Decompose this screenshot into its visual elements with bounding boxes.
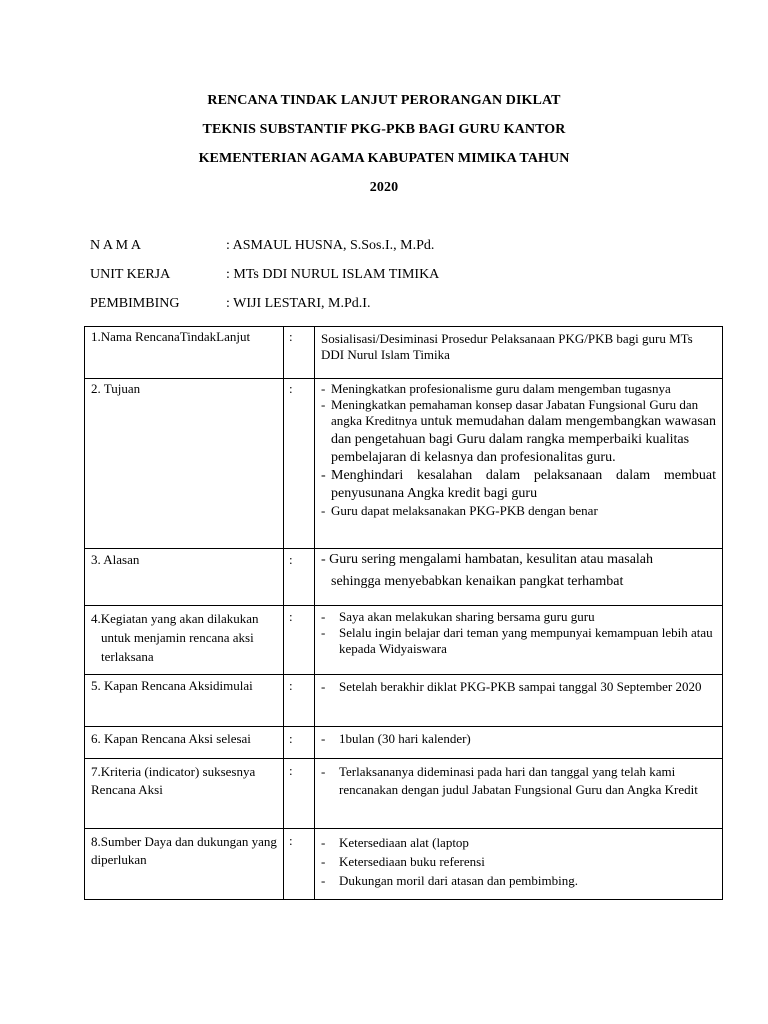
row-label: 2. Tujuan [85,379,284,549]
alasan-text-1: Guru sering mengalami hambatan, kesulitan atau masalah [329,552,654,567]
unit-kerja-value: : MTs DDI NURUL ISLAM TIMIKA [226,267,440,282]
unit-kerja-label: UNIT KERJA [90,267,171,282]
list-item: - Ketersediaan buku referensi [321,852,716,871]
nama-label: N A M A [90,238,141,253]
list-item: - Menghindari kesalahan dalam pelaksanaan dalam membuat penyusunana Angka kredit bagi guru [321,467,716,503]
list-item-text: Meningkatkan pemahaman konsep dasar Jabatan Fungsional Guru dan angka Kreditnya [331,397,699,428]
row-colon: : [284,379,315,549]
row-content [315,829,723,900]
row-label: 5. Kapan Rencana Aksidimulai [85,675,284,727]
row-content [315,379,723,549]
row-colon: : [284,549,315,606]
title-line-1: RENCANA TINDAK LANJUT PERORANGAN DIKLAT [207,93,561,108]
row-label: 6. Kapan Rencana Aksi selesai [85,727,284,759]
table-row [85,606,723,675]
row-label-text: 4.Kegiatan yang akan dilakukan untuk menjamin rencana aksi terlaksana [91,611,259,664]
title-year: 2020 [369,180,399,195]
list-item-text-continued: untuk memudahan dalam mengembangkan wawasan dan pengetahuan bagi Guru dalam rangka memperbaiki kualitas pembelajaran di kelasnya dan profesionalitas guru. [331,414,716,465]
kapan-mulai-list [321,678,716,696]
table-row [85,675,723,727]
list-item: - Ketersediaan alat (laptop [321,833,716,852]
list-item: - Saya akan melakukan sharing bersama guru guru [321,609,716,625]
list-item [321,397,716,467]
list-item: - Meningkatkan profesionalisme guru dalam mengemban tugasnya [321,381,716,397]
row-colon: : [284,675,315,727]
row-label: 3. Alasan [85,549,284,606]
row-colon: : [284,327,315,379]
table-row [85,549,723,606]
list-item: - Setelah berakhir diklat PKG-PKB sampai tanggal 30 September 2020 [321,678,716,696]
title-line-2: TEKNIS SUBSTANTIF PKG-PKB BAGI GURU KANTOR [202,122,566,137]
row-content [315,759,723,829]
sumber-daya-list [321,833,716,890]
list-item: - 1bulan (30 hari kalender) [321,731,716,747]
row-colon: : [284,759,315,829]
alasan-line-2: sehingga menyebabkan kenaikan pangkat terhambat [331,574,624,589]
row-content [315,727,723,759]
nama-value: : ASMAUL HUSNA, S.Sos.I., M.Pd. [226,238,435,253]
kapan-selesai-list [321,731,716,747]
kegiatan-list [321,609,716,657]
row-label: 8.Sumber Daya dan dukungan yang diperlukan [85,829,284,900]
list-item: - Guru dapat melaksanakan PKG-PKB dengan benar [321,503,716,519]
list-item: - Selalu ingin belajar dari teman yang mempunyai kemampuan lebih atau kepada Widyaiswara [321,625,716,657]
action-plan-table [84,326,723,900]
row-label: 1.Nama RencanaTindakLanjut [85,327,284,379]
alasan-line-1: - Guru sering mengalami hambatan, kesulitan atau masalah [321,552,654,567]
table-row [85,759,723,829]
row-colon: : [284,829,315,900]
row-content [315,606,723,675]
table-row [85,327,723,379]
pembimbing-value: : WIJI LESTARI, M.Pd.I. [226,296,371,311]
list-item: - Terlaksananya dideminasi pada hari dan tanggal yang telah kami rencanakan dengan judul Jabatan Fungsional Guru dan Angka Kredit [321,763,716,799]
table-row [85,829,723,900]
row-content: Sosialisasi/Desiminasi Prosedur Pelaksanaan PKG/PKB bagi guru MTs DDI Nurul Islam Timika [315,327,723,379]
kriteria-list [321,763,716,799]
row-colon: : [284,606,315,675]
pembimbing-label: PEMBIMBING [90,296,180,311]
tujuan-list [321,381,716,519]
title-line-3: KEMENTERIAN AGAMA KABUPATEN MIMIKA TAHUN [198,151,570,166]
row-colon: : [284,727,315,759]
row-content [315,675,723,727]
list-item: - Dukungan moril dari atasan dan pembimbing. [321,871,716,890]
table-row [85,379,723,549]
table-row [85,727,723,759]
row-label [85,606,284,675]
row-label: 7.Kriteria (indicator) suksesnya Rencana Aksi [85,759,284,829]
row-content [315,549,723,606]
